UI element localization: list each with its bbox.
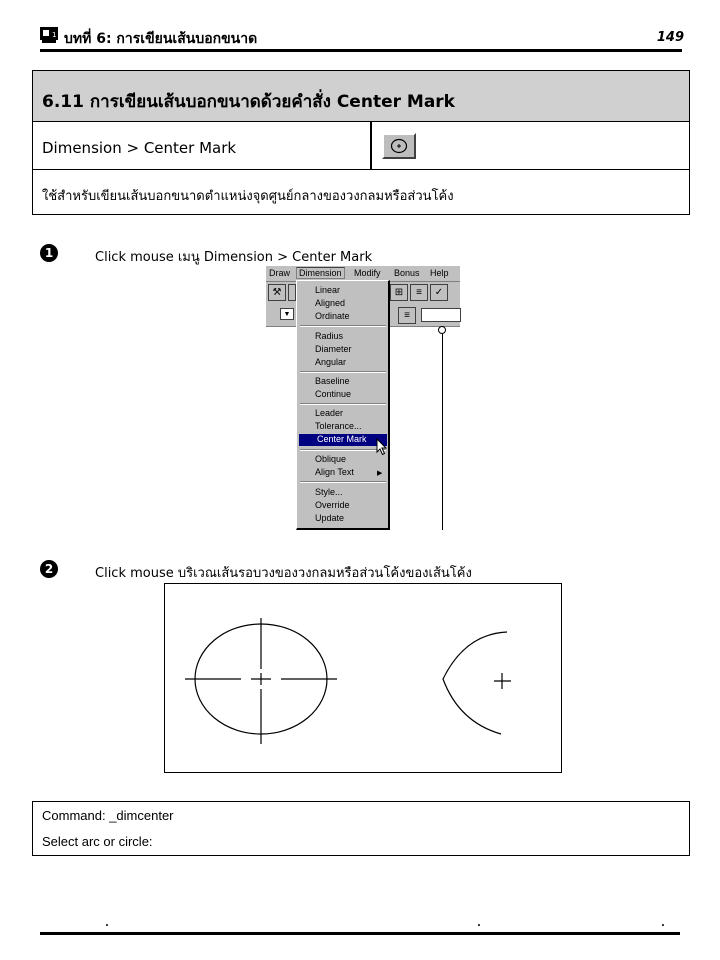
tool-button-icon[interactable]: ⚒ <box>268 284 286 301</box>
scan-speck <box>478 924 480 926</box>
command-line-2: Select arc or circle: <box>42 834 153 849</box>
footer-rule <box>40 932 680 935</box>
cad-computer-icon <box>40 27 58 44</box>
menu-path-row <box>33 121 689 170</box>
tool-button-icon[interactable]: ✓ <box>430 284 448 301</box>
menu-item-override[interactable]: Override <box>315 500 350 510</box>
menu-item-oblique[interactable]: Oblique <box>315 454 347 464</box>
command-line-1: Command: _dimcenter <box>42 808 174 823</box>
command-info-table <box>32 70 690 215</box>
center-mark-icon <box>390 138 408 154</box>
menu-help[interactable]: Help <box>430 268 449 278</box>
scan-speck <box>106 924 108 926</box>
page-number: 149 <box>656 30 684 45</box>
menu-separator <box>300 325 386 327</box>
autocad-window <box>266 266 460 530</box>
page-header <box>40 26 686 50</box>
toolbar-field[interactable] <box>421 308 461 322</box>
description-row <box>33 169 689 214</box>
example-drawing <box>165 584 560 771</box>
menu-item-angular[interactable]: Angular <box>315 357 347 367</box>
menu-separator <box>300 403 386 405</box>
dimension-menu <box>296 280 390 530</box>
dropdown-arrow-icon[interactable]: ▼ <box>280 308 294 320</box>
submenu-arrow-icon: ▶ <box>377 470 383 477</box>
section-title: 6.11 การเขียนเส้นบอกขนาดด้วยคำสั่ง Center Mark <box>42 92 455 112</box>
description: ใช้สำหรับเขียนเส้นบอกขนาดตำแหน่งจุดศูนย์กลางของวงกลมหรือส่วนโค้ง <box>42 189 454 204</box>
chapter-title: บทที่ 6: การเขียนเส้นบอกขนาด <box>64 31 258 47</box>
header-rule <box>40 49 682 52</box>
menu-item-baseline[interactable]: Baseline <box>315 376 350 386</box>
menu-path: Dimension > Center Mark <box>42 139 237 157</box>
tool-button-icon[interactable]: ≡ <box>410 284 428 301</box>
step-1-text: Click mouse เมนู Dimension > Center Mark <box>95 250 373 265</box>
menu-item-aligned[interactable]: Aligned <box>315 298 346 308</box>
center-mark-button[interactable] <box>382 133 416 159</box>
step-2-text: Click mouse บริเวณเส้นรอบวงของวงกลมหรือส่วนโค้งของเส้นโค้ง <box>95 566 472 581</box>
menu-bonus[interactable]: Bonus <box>394 268 420 278</box>
mouse-cursor-icon <box>376 438 388 456</box>
menu-item-center-mark[interactable] <box>299 434 387 446</box>
menu-item-ordinate[interactable]: Ordinate <box>315 311 350 321</box>
menu-item-style[interactable]: Style... <box>315 487 343 497</box>
arc-center-mark <box>494 673 511 689</box>
menu-separator <box>300 371 386 373</box>
menu-item-center-mark-label: Center Mark <box>317 434 367 444</box>
menu-item-update[interactable]: Update <box>315 513 345 523</box>
section-heading-row <box>33 71 689 122</box>
menu-item-continue[interactable]: Continue <box>315 389 352 399</box>
menu-item-tolerance[interactable]: Tolerance... <box>315 421 362 431</box>
menu-dimension[interactable]: Dimension <box>296 267 345 279</box>
cell-divider <box>370 121 372 169</box>
tool-button-icon[interactable]: ⊞ <box>390 284 408 301</box>
menu-item-radius[interactable]: Radius <box>315 331 344 341</box>
menu-item-align-text[interactable]: Align Text <box>315 467 354 477</box>
scan-speck <box>662 924 664 926</box>
svg-text:1: 1 <box>52 31 57 39</box>
menu-draw[interactable]: Draw <box>269 268 291 278</box>
menu-item-leader[interactable]: Leader <box>315 408 344 418</box>
line-endpoint-icon <box>438 326 446 334</box>
menu-item-diameter[interactable]: Diameter <box>315 344 352 354</box>
menu-modify[interactable]: Modify <box>354 268 381 278</box>
tool-button-icon[interactable] <box>288 284 296 301</box>
step-2-bullet: 2 <box>40 560 58 578</box>
command-line-box <box>32 801 690 856</box>
menu-item-linear[interactable]: Linear <box>315 285 341 295</box>
menu-separator <box>300 481 386 483</box>
drawing-line <box>442 328 443 530</box>
arc-shape <box>443 632 507 734</box>
tool-button-icon[interactable]: ≡ <box>398 307 416 324</box>
step-1-bullet: 1 <box>40 244 58 262</box>
circle-center-mark <box>185 618 337 744</box>
center-mark-example-figure <box>164 583 562 773</box>
menu-separator <box>300 449 386 451</box>
